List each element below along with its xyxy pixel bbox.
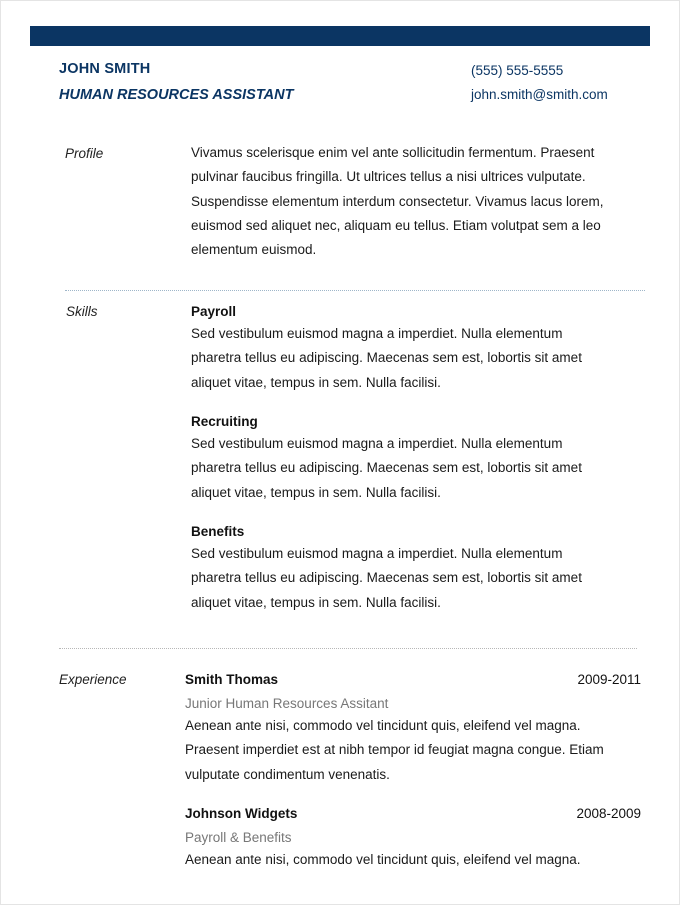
skill-description: Sed vestibulum euismod magna a imperdiet. Nulla elementum pharetra tellus eu adipiscing. Maecenas sem est, lobortis sit amet aliquet vitae, tempus in sem. Nulla facilisi. <box>191 546 582 610</box>
skill-description: Sed vestibulum euismod magna a imperdiet. Nulla elementum pharetra tellus eu adipiscing. Maecenas sem est, lobortis sit amet aliquet vitae, tempus in sem. Nulla facilisi. <box>191 326 582 390</box>
job-years: 2009-2011 <box>577 672 641 687</box>
skill-description: Sed vestibulum euismod magna a imperdiet. Nulla elementum pharetra tellus eu adipiscing. Maecenas sem est, lobortis sit amet aliquet vitae, tempus in sem. Nulla facilisi. <box>191 436 582 500</box>
job-description: Aenean ante nisi, commodo vel tincidunt quis, eleifend vel magna. <box>185 852 581 867</box>
job-role: Payroll & Benefits <box>185 830 292 845</box>
job-years: 2008-2009 <box>576 806 641 821</box>
header-accent-bar <box>30 26 650 46</box>
section-divider <box>59 648 637 649</box>
skill-title: Recruiting <box>191 414 258 429</box>
profile-section-label: Profile <box>65 146 104 161</box>
experience-section-label: Experience <box>59 672 127 687</box>
job-company: Johnson Widgets <box>185 806 298 821</box>
skill-title: Payroll <box>191 304 237 319</box>
email-address[interactable]: john.smith@smith.com <box>471 87 608 102</box>
job-description: Aenean ante nisi, commodo vel tincidunt quis, eleifend vel magna. Praesent imperdiet est at nibh tempor id feugiat magna congue. Etiam vulputate condimentum venenatis. <box>185 718 604 782</box>
profile-text: Vivamus scelerisque enim vel ante sollicitudin fermentum. Praesent pulvinar faucibus fringilla. Ut ultrices tellus a nisi ultrices vulputate. Suspendisse elementum interdum consectetur. Vivamus lacus lorem, euismod sed aliquet nec, aliquam eu tellus. Etiam volutpat sem a leo elementum euismod. <box>191 145 604 258</box>
candidate-title: HUMAN RESOURCES ASSISTANT <box>59 87 294 103</box>
section-divider <box>65 290 645 291</box>
job-role: Junior Human Resources Assitant <box>185 696 389 711</box>
skill-title: Benefits <box>191 524 245 539</box>
candidate-name: JOHN SMITH <box>59 61 151 77</box>
job-company: Smith Thomas <box>185 672 279 687</box>
phone-number: (555) 555-5555 <box>471 63 564 78</box>
skills-section-label: Skills <box>66 304 98 319</box>
